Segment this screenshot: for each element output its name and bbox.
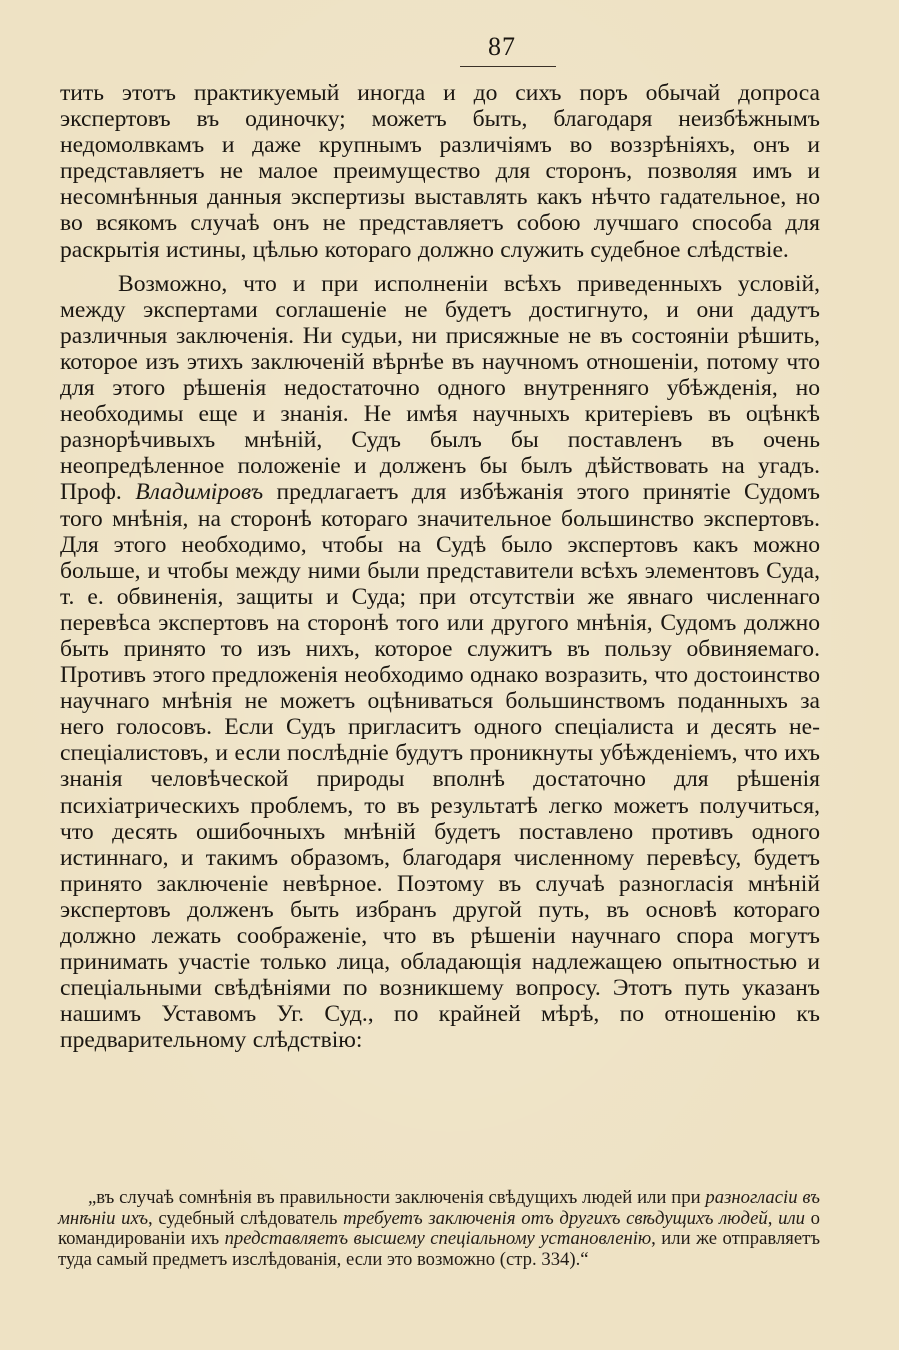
footnote-run: о командированіи ихъ bbox=[58, 1207, 821, 1250]
main-text bbox=[60, 80, 820, 1053]
header-rule bbox=[460, 66, 556, 67]
page-number: 87 bbox=[488, 32, 516, 61]
footnote-italic-run: разногласіи въ мнѣніи ихъ bbox=[58, 1187, 820, 1229]
footnote-quote bbox=[58, 1188, 820, 1271]
footnote-run: „въ случаѣ сомнѣнія въ правильности заключенія свѣдущихъ людей или при bbox=[88, 1187, 706, 1208]
footnote-run: , или же отправляетъ туда самый предметъ изслѣдованія, если это возможно (стр. 334).“ bbox=[58, 1228, 820, 1271]
text-run: предлагаетъ для избѣжанія этого принятіе Судомъ того мнѣнія, на сторонѣ котораго значительное большинство экспертовъ. Для этого необходимо, чтобы на Судѣ было экспертовъ какъ можно больше, и чтобы между ними были представители всѣхъ элементовъ Суда, т. е. обвиненія, защиты и Суда; при отсутствіи же явнаго численнаго перевѣса экспертовъ на сторонѣ того или другого мнѣнія, Судомъ должно быть принято то изъ нихъ, которое служитъ въ пользу обвиняемаго. Противъ этого предложенія необходимо однако возразить, что достоинство научнаго мнѣнія не можетъ оцѣниваться большинствомъ поданныхъ за него голосовъ. Если Судъ пригласитъ одного спеціалиста и десять не-спеціалистовъ, и если послѣдніе будутъ проникнуты убѣжденіемъ, что ихъ знанія человѣческой природы вполнѣ достаточно для рѣшенія психіатрическихъ проблемъ, то въ результатѣ легко можетъ получиться, что десять ошибочныхъ мнѣній будетъ поставлено противъ одного истиннаго, и такимъ образомъ, благодаря численному перевѣсу, будетъ принято заключеніе невѣрное. Поэтому въ случаѣ разногласія мнѣній экспертовъ долженъ быть избранъ другой путь, въ основѣ котораго должно лежать соображеніе, что въ рѣшеніи научнаго спора могутъ принимать участіе только лица, обладающія надлежащею опытностью и спеціальными свѣдѣніями по возникшему вопросу. Этотъ путь указанъ нашимъ Уставомъ Уг. Суд., по крайней мѣрѣ, по отношенію къ предварительному слѣдствію: bbox=[60, 479, 820, 1054]
footnote-run: , bbox=[767, 1207, 779, 1229]
footnote-italic-run: требуетъ заключенія отъ другихъ свѣдущихъ людей bbox=[343, 1207, 768, 1229]
paragraph-1 bbox=[60, 80, 820, 263]
text-run: тить этотъ практикуемый иногда и до сихъ поръ обычай допроса экспертовъ въ одиночку; можетъ быть, благодаря неизбѣжнымъ недомолвкамъ и даже крупнымъ различіямъ во воззрѣніяхъ, онъ и представляетъ не малое преимущество для сторонъ, позволяя имъ и несомнѣнныя данныя экспертизы выставлять какъ нѣчто гадательное, но во всякомъ случаѣ онъ не представляетъ собою лучшаго способа для раскрытія истины, цѣлью котораго должно служить судебное слѣдствіе. bbox=[60, 80, 820, 263]
paragraph-2 bbox=[60, 271, 820, 1054]
footnote-italic-run: или bbox=[778, 1207, 805, 1229]
text-run: Возможно, что и при исполненіи всѣхъ приведенныхъ условій, между экспертами соглашеніе не будетъ достигнуто, и они дадутъ различныя заключенія. Ни судьи, ни присяжные не въ состояніи рѣшить, которое изъ этихъ заключеній вѣрнѣе въ научномъ отношеніи, потому что для этого рѣшенія недостаточно одного внутренняго убѣжденія, но необходимы еще и знанія. Не имѣя научныхъ критеріевъ въ оцѣнкѣ разнорѣчивыхъ мнѣній, Судъ былъ бы поставленъ въ очень неопредѣленное положеніе и долженъ бы былъ дѣйствовать на угадъ. Проф. bbox=[60, 270, 820, 506]
page-header bbox=[60, 28, 809, 80]
footnote-run: , судебный слѣдователь bbox=[148, 1207, 344, 1229]
italic-author-name: Владиміровъ bbox=[135, 479, 264, 506]
footnote-italic-run: представляетъ высшему спеціальному установленію bbox=[224, 1228, 652, 1250]
